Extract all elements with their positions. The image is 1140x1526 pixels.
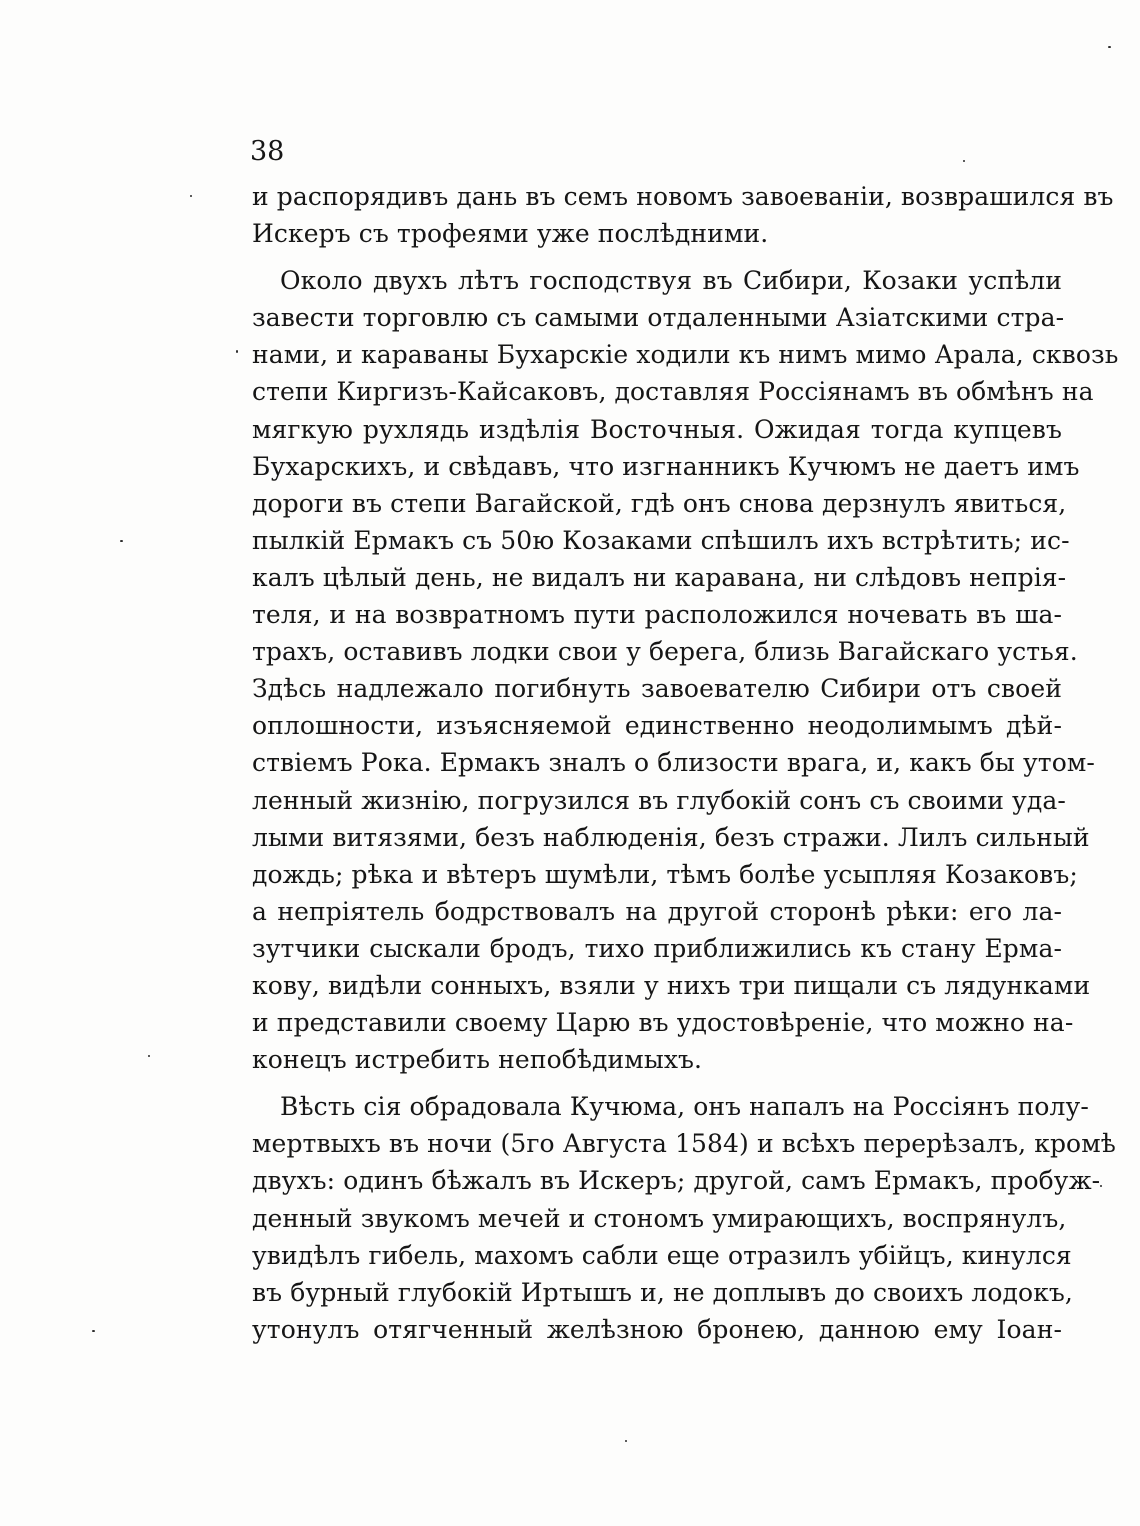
text-line: оплошности, изъясняемой единственно неодолимымъ дѣй- [252, 711, 1062, 741]
text-line: увидѣлъ гибель, махомъ сабли еще отразилъ убійцъ, кинулся [252, 1240, 1072, 1270]
text-line: и представили своему Царю въ удостовѣреніе, что можно на- [252, 1008, 1074, 1038]
text-line: Вѣсть сія обрадовала Кучюма, онъ напалъ на Россіянъ полу- [280, 1092, 1089, 1122]
text-line: Здѣсь надлежало погибнуть завоевателю Сибири отъ своей [252, 674, 1062, 704]
body-text [252, 178, 1119, 1348]
paragraph-2 [252, 262, 1119, 1078]
text-line: дороги въ степи Вагайской, гдѣ онъ снова дерзнулъ явиться, [252, 488, 1067, 518]
text-line: пылкій Ермакъ съ 50ю Козаками спѣшилъ ихъ встрѣтить; ис- [252, 525, 1070, 555]
scan-speck [625, 1440, 627, 1442]
text-line: Около двухъ лѣтъ господствуя въ Сибири, Козаки успѣли [280, 266, 1062, 296]
text-line: завести торговлю съ самыми отдаленными Азіатскими стра- [252, 303, 1065, 333]
paragraph-1 [252, 178, 1114, 252]
scan-speck [120, 540, 123, 542]
text-line: лыми витязями, безъ наблюденія, безъ стражи. Лилъ сильный [252, 822, 1090, 852]
text-line: нами, и караваны Бухарскіе ходили къ нимъ мимо Арала, сквозь [252, 340, 1119, 370]
scan-speck [190, 195, 192, 197]
text-line: калъ цѣлый день, не видалъ ни каравана, ни слѣдовъ непрія- [252, 562, 1067, 592]
text-line: утонулъ отягченный желѣзною бронею, данною ему Іоан- [252, 1314, 1062, 1344]
text-line: степи Киргизъ-Кайсаковъ, доставляя Россіянамъ въ обмѣнъ на [252, 377, 1094, 407]
paragraph-3 [252, 1088, 1116, 1348]
text-line: и распорядивъ дань въ семъ новомъ завоеваніи, возврашился въ [252, 182, 1114, 211]
scan-speck [148, 1055, 150, 1057]
text-line: двухъ: одинъ бѣжалъ въ Искеръ; другой, самъ Ермакъ, пробуж- [252, 1166, 1101, 1196]
text-line: Искеръ съ трофеями уже послѣдними. [252, 219, 769, 249]
text-line: кову, видѣли сонныхъ, взяли у нихъ три пищали съ лядунками [252, 970, 1091, 1000]
text-line: ленный жизнію, погрузился въ глубокій сонъ съ своими уда- [252, 785, 1066, 815]
text-line: дождь; рѣка и вѣтеръ шумѣли, тѣмъ болѣе усыпляя Козаковъ; [252, 859, 1078, 889]
text-line: теля, и на возвратномъ пути расположился ночевать въ ша- [252, 600, 1062, 630]
text-line: денный звукомъ мечей и стономъ умирающихъ, воспрянулъ, [252, 1203, 1067, 1233]
text-line: Бухарскихъ, и свѣдавъ, что изгнанникъ Кучюмъ не даетъ имъ [252, 451, 1080, 481]
page-number: 38 [250, 136, 285, 167]
text-line: а непріятель бодрствовалъ на другой сторонѣ рѣки: его ла- [252, 896, 1062, 926]
text-line: въ бурный глубокій Иртышъ и, не доплывъ до своихъ лодокъ, [252, 1277, 1073, 1307]
text-line: мертвыхъ въ ночи (5го Августа 1584) и всѣхъ перерѣзалъ, кромѣ [252, 1129, 1116, 1159]
text-line: мягкую рухлядь издѣлія Восточныя. Ожидая тогда купцевъ [252, 414, 1062, 444]
text-line: зутчики сыскали бродъ, тихо приближились къ стану Ерма- [252, 933, 1062, 963]
text-line: ствіемъ Рока. Ермакъ зналъ о близости врага, и, какъ бы утом- [252, 748, 1095, 778]
scan-speck [1100, 1185, 1102, 1187]
scan-speck [236, 350, 238, 353]
text-line: конецъ истребить непобѣдимыхъ. [252, 1045, 703, 1075]
scan-speck [963, 160, 965, 162]
text-line: трахъ, оставивъ лодки свои у берега, близь Вагайскаго устья. [252, 637, 1078, 667]
scan-speck [92, 1330, 95, 1332]
scan-speck [1108, 46, 1111, 48]
